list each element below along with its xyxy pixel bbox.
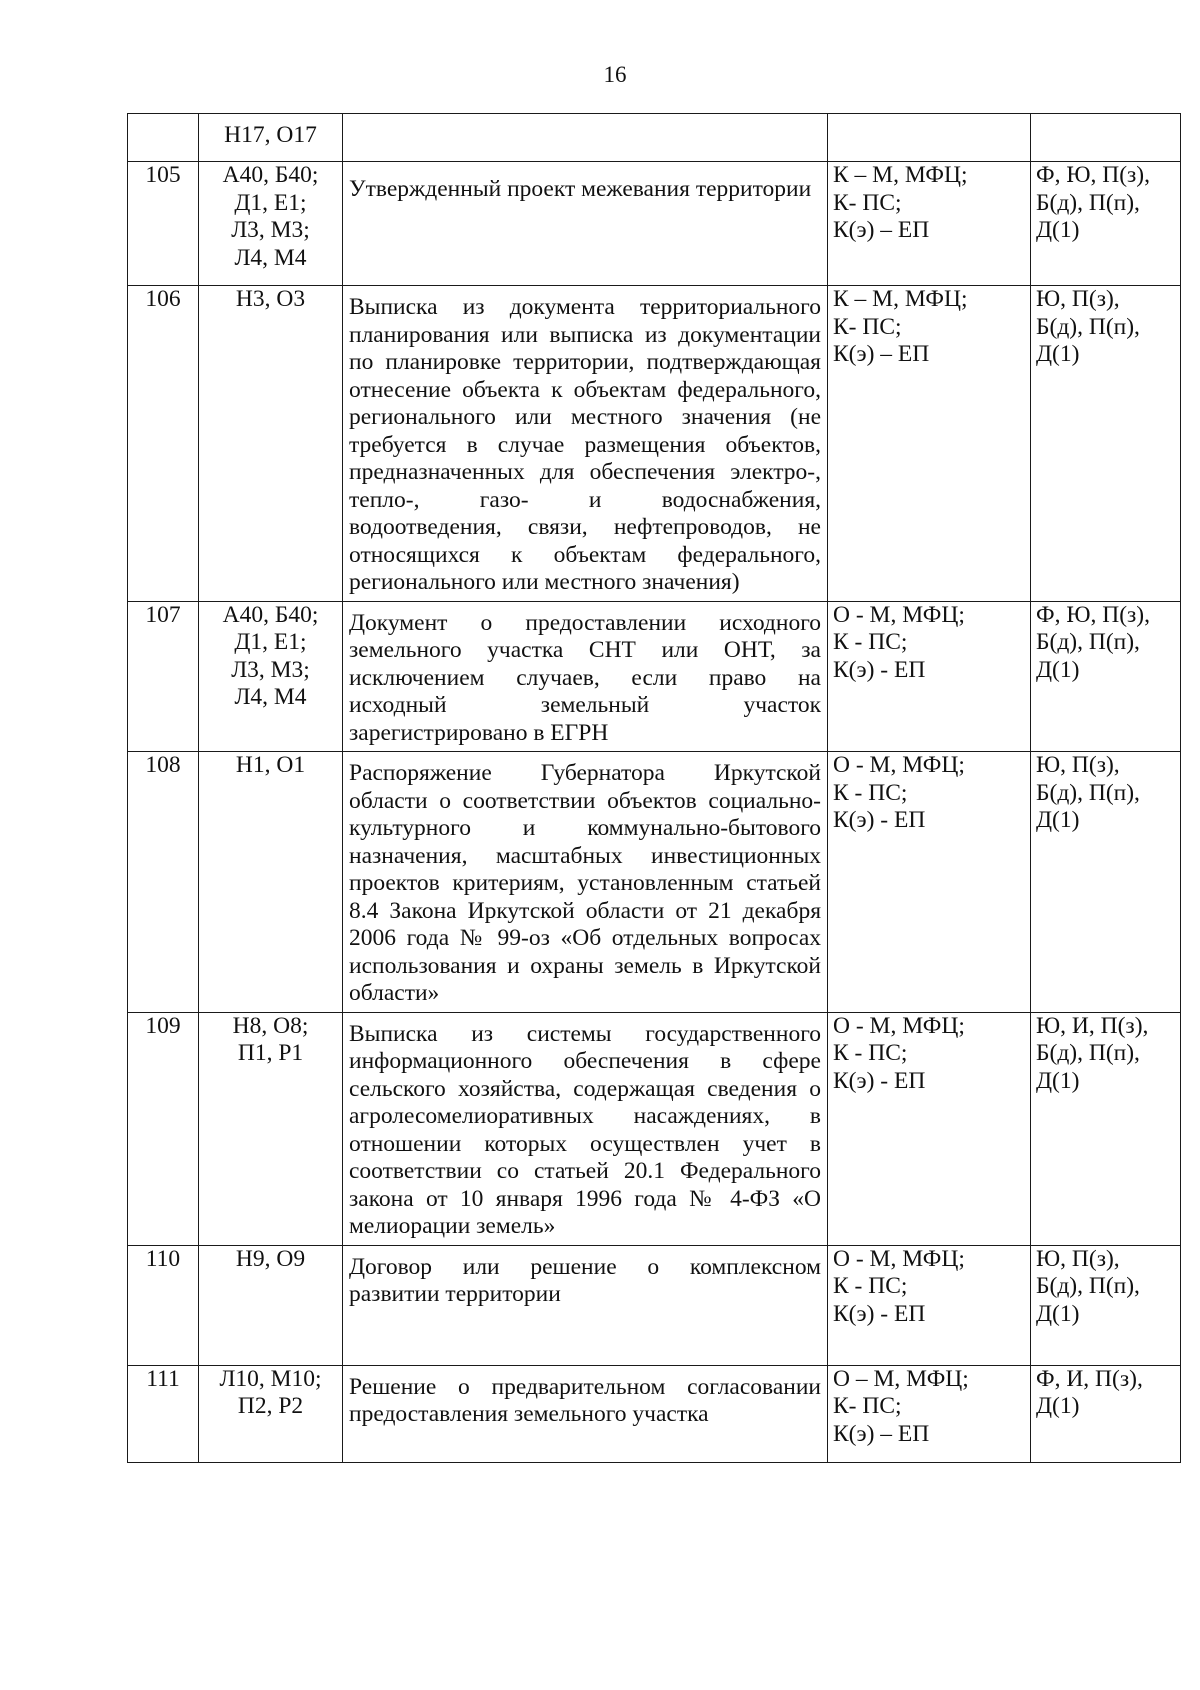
applicant-category-line: Ф, И, П(з), (1036, 1365, 1143, 1392)
table-row (128, 1245, 1181, 1365)
applicant-code-line: Н3, О3 (235, 286, 306, 312)
applicant-code-line: Л4, М4 (234, 244, 307, 271)
submission-method-line: К(э) - ЕП (833, 656, 926, 683)
row-number: 109 (128, 1012, 199, 1245)
submission-method-cell (828, 1012, 1031, 1245)
row-number (128, 114, 199, 162)
document-description-cell (343, 752, 828, 1013)
submission-method-cell (828, 162, 1031, 286)
applicant-category-line: Б(д), П(п), (1036, 629, 1140, 655)
description-line: области» (349, 980, 440, 1006)
submission-method-line: О – М, МФЦ; (833, 1365, 969, 1392)
submission-method-line: К- ПС; (833, 189, 902, 216)
applicant-codes-cell (199, 752, 343, 1013)
description-line: проектов критериям, установленным статьей (349, 870, 821, 896)
applicant-code-line: Л10, М10; (219, 1365, 322, 1392)
submission-method-line: К - ПС; (833, 629, 908, 655)
description-line: предоставления земельного участка (349, 1401, 709, 1427)
description-line: Выписка из документа территориального (349, 294, 821, 320)
applicant-category-cell (1031, 1245, 1181, 1365)
applicant-codes-cell (199, 162, 343, 286)
document-description-cell (343, 114, 828, 162)
submission-method-line: О - М, МФЦ; (833, 752, 965, 778)
applicant-category-cell (1031, 1012, 1181, 1245)
applicant-category-line: Д(1) (1036, 341, 1080, 367)
applicant-code-line: Д1, Е1; (234, 189, 307, 216)
applicant-category-line: Д(1) (1036, 656, 1080, 683)
applicant-code-line: Н9, О9 (235, 1245, 306, 1272)
applicant-category-line: Д(1) (1036, 1067, 1080, 1094)
applicant-category-line: Д(1) (1036, 1300, 1080, 1327)
submission-method-line: К(э) – ЕП (833, 1420, 930, 1447)
applicant-code-line: Л3, М3; (231, 217, 310, 243)
applicant-codes-cell (199, 286, 343, 602)
table-body (128, 114, 1181, 1463)
submission-method-line: К – М, МФЦ; (833, 162, 968, 188)
applicant-category-line: Ф, Ю, П(з), (1036, 601, 1151, 628)
applicant-code-line: Л3, М3; (231, 656, 310, 683)
table-row (128, 1012, 1181, 1245)
submission-method-line: К- ПС; (833, 1393, 902, 1419)
description-line: отнесение объекта к объектам федерального, (349, 376, 821, 403)
row-number: 111 (128, 1365, 199, 1462)
description-line: земельного участка СНТ или ОНТ, за (349, 637, 821, 663)
submission-method-line: К – М, МФЦ; (833, 286, 968, 312)
description-line: 2006 года № 99-оз «Об отдельных вопросах (349, 925, 821, 951)
applicant-code-line: Н1, О1 (235, 752, 306, 778)
description-line: Решение о предварительном согласовании (349, 1373, 821, 1400)
document-description-cell (343, 1245, 828, 1365)
submission-method-line: К- ПС; (833, 313, 902, 340)
submission-method-line: К(э) – ЕП (833, 341, 930, 367)
applicant-category-line: Ю, П(з), (1036, 286, 1120, 312)
document-description-cell (343, 1012, 828, 1245)
description-line: регионального или местного значения) (349, 569, 740, 595)
description-line: Утвержденный проект межевания территории (349, 176, 812, 202)
applicant-category-line: Ф, Ю, П(з), (1036, 162, 1151, 188)
description-line: по планировке территории, подтверждающая (349, 349, 821, 375)
submission-method-line: К(э) - ЕП (833, 1067, 926, 1094)
applicant-code-line: Л4, М4 (234, 684, 307, 710)
description-line: планирования или выписка из документации (349, 321, 821, 348)
applicant-category-cell (1031, 601, 1181, 752)
description-line: отношении которых осуществлен учет в (349, 1130, 821, 1157)
applicant-category-cell (1031, 1365, 1181, 1462)
description-line: области о соответствии объектов социально- (349, 787, 821, 814)
submission-method-line: К - ПС; (833, 1040, 908, 1066)
document-description-cell (343, 286, 828, 602)
applicant-code-line: П2, Р2 (237, 1393, 304, 1419)
applicant-category-line: Ю, П(з), (1036, 752, 1120, 778)
description-line: зарегистрировано в ЕГРН (349, 719, 609, 746)
table-row (128, 752, 1181, 1013)
submission-method-line: О - М, МФЦ; (833, 601, 965, 628)
table-row (128, 162, 1181, 286)
description-line: назначения, масштабных инвестиционных (349, 842, 821, 869)
applicant-category-line: Ю, П(з), (1036, 1245, 1120, 1272)
applicant-codes-cell (199, 114, 343, 162)
table-row (128, 1365, 1181, 1462)
description-line: водоотведения, связи, нефтепроводов, не (349, 514, 821, 540)
description-line: относящихся к объектам федерального, (349, 541, 821, 568)
description-line: мелиорации земель» (349, 1213, 556, 1239)
applicant-codes-cell (199, 601, 343, 752)
applicant-codes-cell (199, 1365, 343, 1462)
applicant-category-line: Б(д), П(п), (1036, 313, 1140, 340)
row-number: 108 (128, 752, 199, 1013)
page-number: 16 (603, 62, 627, 87)
applicant-category-line: Б(д), П(п), (1036, 779, 1140, 806)
description-line: закона от 10 января 1996 года № 4-ФЗ «О (349, 1185, 821, 1212)
applicant-category-line: Д(1) (1036, 217, 1080, 243)
applicant-category-line: Д(1) (1036, 1393, 1080, 1419)
applicant-category-cell (1031, 114, 1181, 162)
submission-method-cell (828, 1365, 1031, 1462)
applicant-code-line: А40, Б40; (222, 601, 319, 628)
description-line: сельского хозяйства, содержащая сведения о (349, 1075, 821, 1102)
applicant-category-line: Б(д), П(п), (1036, 1040, 1140, 1066)
row-number: 107 (128, 601, 199, 752)
applicant-codes-cell (199, 1245, 343, 1365)
description-line: соответствии со статьей 20.1 Федерального (349, 1158, 821, 1184)
description-line: информационного обеспечения в сфере (349, 1048, 821, 1074)
submission-method-line: К(э) - ЕП (833, 1300, 926, 1327)
description-line: развитии территории (349, 1281, 561, 1307)
submission-method-cell (828, 114, 1031, 162)
document-description-cell (343, 162, 828, 286)
applicant-category-cell (1031, 286, 1181, 602)
description-line: агролесомелиоративных насаждениях, в (349, 1103, 821, 1129)
description-line: использования и охраны земель в Иркутской (349, 952, 821, 979)
submission-method-cell (828, 1245, 1031, 1365)
description-line: Договор или решение о комплексном (349, 1253, 821, 1280)
description-line: предназначенных для обеспечения электро-, (349, 459, 821, 485)
submission-method-line: О - М, МФЦ; (833, 1012, 965, 1039)
applicant-codes-cell (199, 1012, 343, 1245)
description-line: тепло-, газо- и водоснабжения, (349, 486, 821, 513)
submission-method-line: К(э) – ЕП (833, 217, 930, 243)
table-row (128, 601, 1181, 752)
applicant-code-line: А40, Б40; (222, 162, 319, 188)
applicant-category-cell (1031, 752, 1181, 1013)
applicant-category-cell (1031, 162, 1181, 286)
description-line: Распоряжение Губернатора Иркутской (349, 760, 821, 786)
applicant-category-line: Б(д), П(п), (1036, 189, 1140, 216)
row-number: 105 (128, 162, 199, 286)
description-line: требуется в случае размещения объектов, (349, 431, 821, 458)
submission-method-line: К - ПС; (833, 1273, 908, 1299)
applicant-code-line: Д1, Е1; (234, 629, 307, 655)
table-row (128, 286, 1181, 602)
applicant-category-line: Ю, И, П(з), (1036, 1012, 1149, 1039)
row-number: 106 (128, 286, 199, 602)
applicant-code-line: П1, Р1 (237, 1040, 304, 1066)
submission-method-line: К - ПС; (833, 779, 908, 806)
submission-method-cell (828, 601, 1031, 752)
description-line: исходный земельный участок (349, 692, 821, 718)
submission-method-cell (828, 752, 1031, 1013)
applicant-code-line: Н8, О8; (232, 1012, 309, 1039)
row-number: 110 (128, 1245, 199, 1365)
description-line: культурного и коммунально-бытового (349, 815, 821, 841)
submission-method-line: О - М, МФЦ; (833, 1245, 965, 1272)
submission-method-cell (828, 286, 1031, 602)
documents-table (127, 113, 1181, 1463)
applicant-category-line: Д(1) (1036, 807, 1080, 833)
document-description-cell (343, 1365, 828, 1462)
document-description-cell (343, 601, 828, 752)
applicant-category-line: Б(д), П(п), (1036, 1273, 1140, 1299)
description-line: 8.4 Закона Иркутской области от 21 декабря (349, 897, 821, 924)
description-line: Документ о предоставлении исходного (349, 609, 821, 636)
table-row (128, 114, 1181, 162)
applicant-code-line: Н17, О17 (224, 122, 317, 148)
description-line: исключением случаев, если право на (349, 664, 821, 691)
submission-method-line: К(э) - ЕП (833, 807, 926, 833)
description-line: регионального или местного значения (не (349, 404, 821, 430)
description-line: Выписка из системы государственного (349, 1020, 821, 1047)
